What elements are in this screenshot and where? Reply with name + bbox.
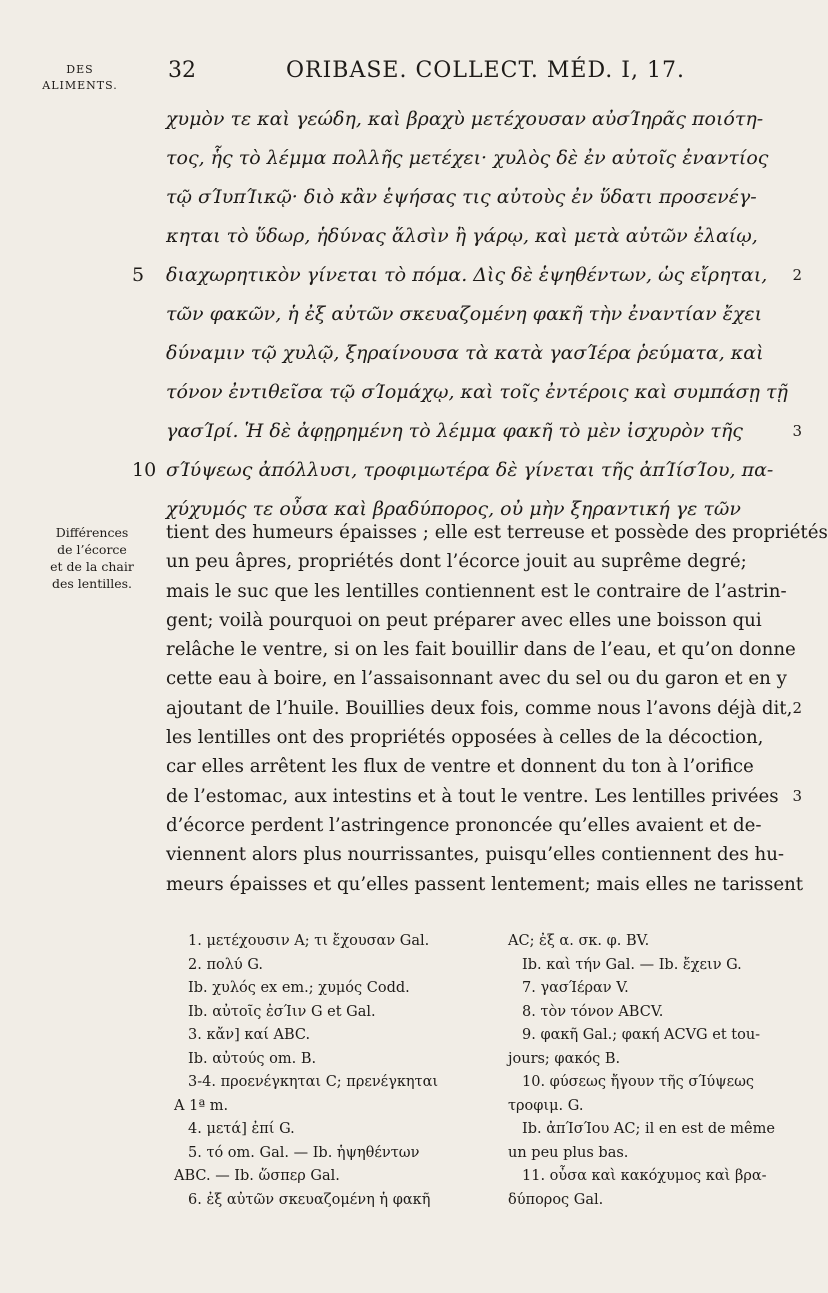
greek-line bbox=[166, 217, 788, 256]
sidenote-line: et de la chair bbox=[50, 559, 134, 574]
french-line-text: les lentilles ont des propriétés opposées à celles de la décoction, bbox=[166, 727, 764, 749]
french-line-text: relâche le ventre, si on les fait bouillir dans de l’eau, et qu’on donne bbox=[166, 639, 796, 661]
french-translation bbox=[166, 518, 828, 899]
french-line bbox=[166, 606, 788, 635]
french-line bbox=[166, 752, 788, 781]
margin-title-line: DES bbox=[66, 63, 94, 76]
footnote-line: Ib. χυλός ex em.; χυμός Codd. bbox=[188, 980, 410, 996]
footnotes-right-column bbox=[494, 930, 794, 1212]
french-line-text: tient des humeurs épaisses ; elle est terreuse et possède des propriétés bbox=[166, 522, 828, 543]
footnote-line: 8. τὸν τόνον ABCV. bbox=[522, 1003, 664, 1020]
page-number: 32 bbox=[168, 58, 196, 83]
french-line bbox=[166, 694, 802, 723]
line-number: 10 bbox=[132, 459, 157, 481]
greek-text bbox=[132, 100, 802, 529]
greek-line bbox=[166, 295, 788, 334]
sidenote-line: des lentilles. bbox=[51, 576, 133, 591]
greek-line-text: κηται τὸ ὕδωρ, ἡδύνας ἅλσὶν ἢ γάρῳ, καὶ μετὰ αὐτῶν ἐλαίῳ, bbox=[166, 225, 758, 247]
margin-section-title bbox=[30, 62, 130, 94]
footnote-line: 9. φακῆ Gal.; φακή ACVG et tou- bbox=[522, 1027, 761, 1043]
french-line bbox=[166, 782, 802, 811]
french-line-text: viennent alors plus nourrissantes, puisqu’elles contiennent des hu- bbox=[166, 844, 785, 866]
greek-line bbox=[166, 373, 788, 412]
greek-line-text: σΊύψεως ἀπόλλυσι, τροφιμωτέρα δὲ γίνεται τῆς ἀπΊίσΊου, πα- bbox=[166, 459, 774, 481]
footnote-line: 1. μετέχουσιν A; τι ἔχουσαν Gal. bbox=[188, 933, 430, 949]
french-line bbox=[166, 664, 788, 693]
greek-line-text: γασΊρί. Ἡ δὲ ἀφῃρημένη τὸ λέμμα φακῆ τὸ μὲν ἰσχυρὸν τῆς bbox=[166, 420, 743, 442]
footnote-line: τροφιμ. G. bbox=[508, 1097, 584, 1114]
footnote-line: ABC. — Ib. ὥσπερ Gal. bbox=[174, 1168, 340, 1184]
greek-line bbox=[166, 100, 788, 139]
footnote-line: 6. ἐξ αὐτῶν σκευαζομένη ἡ φακῆ bbox=[188, 1191, 431, 1208]
footnote-line: Ib. αὐτούς om. B. bbox=[188, 1050, 317, 1067]
greek-line-text: δύναμιν τῷ χυλῷ, ξηραίνουσα τὰ κατὰ γασΊέρα ῥεύματα, καὶ bbox=[166, 342, 764, 364]
footnote-line: Ib. καὶ τήν Gal. — Ib. ἔχειν G. bbox=[522, 956, 742, 973]
footnote-line: 2. πολύ G. bbox=[188, 956, 263, 973]
french-line bbox=[166, 518, 828, 547]
greek-line-text: διαχωρητικὸν γίνεται τὸ πόμα. Δὶς δὲ ἑψηθέντων, ὡς εἴρηται, bbox=[166, 264, 768, 286]
sidenote-line: Différences bbox=[55, 525, 129, 540]
section-marker: 3 bbox=[792, 786, 802, 805]
greek-line-text: τῶν φακῶν, ἡ ἐξ αὐτῶν σκευαζομένη φακῆ τὴν ἐναντίαν ἔχει bbox=[166, 303, 763, 325]
greek-line bbox=[166, 139, 788, 178]
footnote-line: A 1ª m. bbox=[174, 1097, 229, 1114]
french-line-text: gent; voilà pourquoi on peut préparer avec elles une boisson qui bbox=[166, 609, 762, 631]
footnote-line: AC; ἐξ α. σκ. φ. BV. bbox=[508, 933, 650, 949]
greek-line bbox=[166, 412, 802, 451]
french-line-text: de l’estomac, aux intestins et à tout le ventre. Les lentilles privées bbox=[166, 785, 779, 807]
greek-line bbox=[166, 178, 788, 217]
french-line-text: d’écorce perdent l’astringence prononcée qu’elles avaient et de- bbox=[166, 814, 762, 836]
french-line bbox=[166, 577, 788, 606]
french-line bbox=[166, 870, 804, 899]
footnote-line: jours; φακός B. bbox=[508, 1050, 621, 1067]
footnote-line: 5. τό om. Gal. — Ib. ἡψηθέντων bbox=[188, 1144, 420, 1161]
footnote-line: 10. φύσεως ἤγουν τῆς σΊύψεως bbox=[522, 1074, 755, 1090]
sidenote-line: de l’écorce bbox=[57, 542, 127, 557]
footnote-line: 3-4. προενέγκηται C; πρενέγκηται bbox=[188, 1074, 439, 1090]
section-marker: 2 bbox=[792, 698, 802, 717]
section-marker: 3 bbox=[792, 422, 802, 440]
footnote-line: 4. μετά] ἐπί G. bbox=[188, 1121, 295, 1137]
running-title: ORIBASE. COLLECT. MÉD. I, 17. bbox=[286, 58, 685, 83]
margin-sidenote bbox=[40, 524, 144, 592]
french-line-text: ajoutant de l’huile. Bouillies deux fois, comme nous l’avons déjà dit, bbox=[166, 697, 793, 719]
greek-line bbox=[166, 334, 788, 373]
french-line-text: meurs épaisses et qu’elles passent lentement; mais elles ne tarissent bbox=[166, 873, 804, 895]
greek-line-text: χυμὸν τε καὶ γεώδη, καὶ βραχὺ μετέχουσαν αὐσΊηρᾶς ποιότη- bbox=[166, 108, 764, 130]
footnote-line: Ib. αὐτοῖς ἐσΊιν G et Gal. bbox=[188, 1003, 376, 1020]
french-line-text: mais le suc que les lentilles contiennent est le contraire de l’astrin- bbox=[166, 580, 787, 602]
footnote-line: un peu plus bas. bbox=[508, 1144, 629, 1161]
footnote-line: Ib. ἀπΊσΊου AC; il en est de même bbox=[522, 1121, 775, 1137]
line-number: 5 bbox=[132, 264, 145, 286]
greek-line bbox=[132, 451, 788, 490]
french-line bbox=[166, 840, 788, 869]
greek-line-text: τῷ σΊυπΊικῷ· διὸ κἂν ἑψήσας τις αὐτοὺς ἐν ὕδατι προσενέγ- bbox=[166, 186, 757, 208]
french-line-text: cette eau à boire, en l’assaisonnant avec du sel ou du garon et en y bbox=[166, 668, 787, 690]
footnote-line: δύπορος Gal. bbox=[508, 1191, 604, 1208]
french-line bbox=[166, 547, 788, 576]
footnotes-left-column bbox=[160, 930, 480, 1212]
greek-line-text: χύχυμός τε οὖσα καὶ βραδύπορος, οὐ μὴν ξηραντική γε τῶν bbox=[166, 498, 741, 520]
section-marker: 2 bbox=[792, 266, 802, 284]
margin-title-line: ALIMENTS. bbox=[42, 79, 118, 92]
footnote-line: 7. γασΊέραν V. bbox=[522, 980, 629, 996]
french-line-text: car elles arrêtent les flux de ventre et donnent du ton à l’orifice bbox=[166, 756, 754, 778]
greek-line bbox=[132, 256, 802, 295]
footnote-line: 11. οὖσα καὶ κακόχυμος καὶ βρα- bbox=[522, 1168, 767, 1184]
french-line bbox=[166, 723, 788, 752]
french-line bbox=[166, 811, 788, 840]
greek-line-text: τόνον ἐντιθεῖσα τῷ σΊομάχῳ, καὶ τοῖς ἐντέροις καὶ συμπάσῃ τῇ bbox=[166, 381, 788, 403]
greek-line-text: τος, ἧς τὸ λέμμα πολλῆς μετέχει· χυλὸς δὲ ἐν αὐτοῖς ἐναντίος bbox=[166, 147, 769, 169]
french-line-text: un peu âpres, propriétés dont l’écorce jouit au suprême degré; bbox=[166, 551, 747, 573]
footnote-line: 3. κἄν] καί ABC. bbox=[188, 1027, 311, 1043]
french-line bbox=[166, 635, 796, 664]
